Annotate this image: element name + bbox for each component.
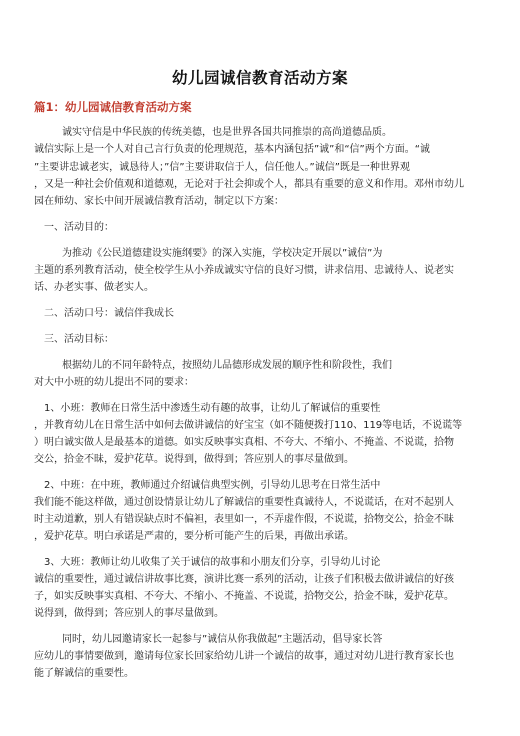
purpose-line: 话、办老实事、做老实人。: [34, 282, 154, 293]
article-subtitle: 篇1：幼儿园诚信教育活动方案: [34, 100, 192, 114]
intro-line: ”主要讲忠诚老实，诚恳待人；”信”主要讲取信于人，信任他人。”诚信”既是一种世界观: [34, 162, 410, 173]
goals-line: 对大中小班的幼儿提出不同的要求：: [34, 377, 194, 388]
item-middle-class-line: ，爱护花草。明白承诺是严肃的，要分析可能产生的后果，再做出承诺。: [34, 531, 354, 542]
section-heading-slogan: 二、活动口号：诚信伴我成长: [44, 308, 174, 319]
item-middle-class-line: 我们能不能这样做，通过创设情景让幼儿了解诚信的重要性真诚待人，不说谎话，在对不起别人: [34, 497, 454, 508]
intro-line: 诚实守信是中华民族的传统美德，也是世界各国共同推崇的高尚道德品质。: [62, 127, 392, 138]
item-large-class-line: 诚信的重要性，通过诚信讲故事比赛，演讲比赛一系列的活动，让孩子们积极去做讲诚信的好孩: [34, 574, 454, 585]
intro-line: 诚信实际上是一个人对自己言行负责的伦理规范，基本内涵包括”诚”和“信”两个方面。“诚: [34, 144, 430, 155]
section-heading-goals: 三、活动目标：: [44, 334, 114, 345]
intro-line: ，又是一种社会价值观和道德观，无论对于社会抑或个人，都具有重要的意义和作用。邓州市幼儿: [34, 179, 464, 190]
section-heading-purpose: 一、活动目的：: [44, 222, 114, 233]
purpose-line: 主题的系列教育活动，使全校学生从小养成诚实守信的良好习惯，讲求信用、忠诚待人、说老实: [34, 265, 454, 276]
item-middle-class-line: 2、中班：在中班，教师通过介绍诚信典型实例，引导幼儿思考在日常生活中: [44, 480, 381, 491]
document-title: 幼儿园诚信教育活动方案: [171, 69, 348, 87]
purpose-line: 为推动《公民道德建设实施纲要》的深入实施，学校决定开展以”诚信”为: [62, 248, 383, 259]
item-small-class-line: ，并教育幼儿在日常生活中如何去做讲诚信的好宝宝（如不随便拨打110、119等电话，不说谎等: [34, 420, 463, 431]
closing-line: 能了解诚信的重要性。: [34, 668, 134, 679]
item-small-class-line: ）明白诚实做人是最基本的道德。如实反映事实真相、不夸大、不缩小、不掩盖、不说谎，拾物: [34, 437, 454, 448]
item-small-class-line: 交公，拾金不昧，爱护花草。说得到，做得到；答应别人的事尽量做到。: [34, 454, 354, 465]
item-middle-class-line: 时主动道歉，别人有错误缺点时不偏袒，表里如一，不弄虚作假，不说谎，拾物交公，拾金不昧: [34, 514, 454, 525]
closing-line: 同时，幼儿园邀请家长一起参与”诚信从你我做起”主题活动，倡导家长答: [62, 634, 383, 645]
item-large-class-line: 3、大班：教师让幼儿收集了关于诚信的故事和小朋友们分享，引导幼儿讨论: [44, 557, 381, 568]
item-large-class-line: 说得到，做得到；答应别人的事尽量做到。: [34, 608, 224, 619]
intro-line: 园在师幼、家长中间开展诚信教育活动，制定以下方案：: [34, 196, 284, 207]
item-small-class-line: 1、小班：教师在日常生活中渗透生动有趣的故事，让幼儿了解诚信的重要性: [44, 403, 381, 414]
closing-line: 应幼儿的事情要做到，邀请每位家长回家给幼儿讲一个诚信的故事，通过对幼儿进行教育家长也: [34, 651, 454, 662]
item-large-class-line: 子，如实反映事实真相、不夸大、不缩小、不掩盖、不说谎，拾物交公，拾金不昧，爱护花草。: [34, 591, 454, 602]
goals-line: 根据幼儿的不同年龄特点，按照幼儿品德形成发展的顺序性和阶段性，我们: [62, 360, 392, 371]
